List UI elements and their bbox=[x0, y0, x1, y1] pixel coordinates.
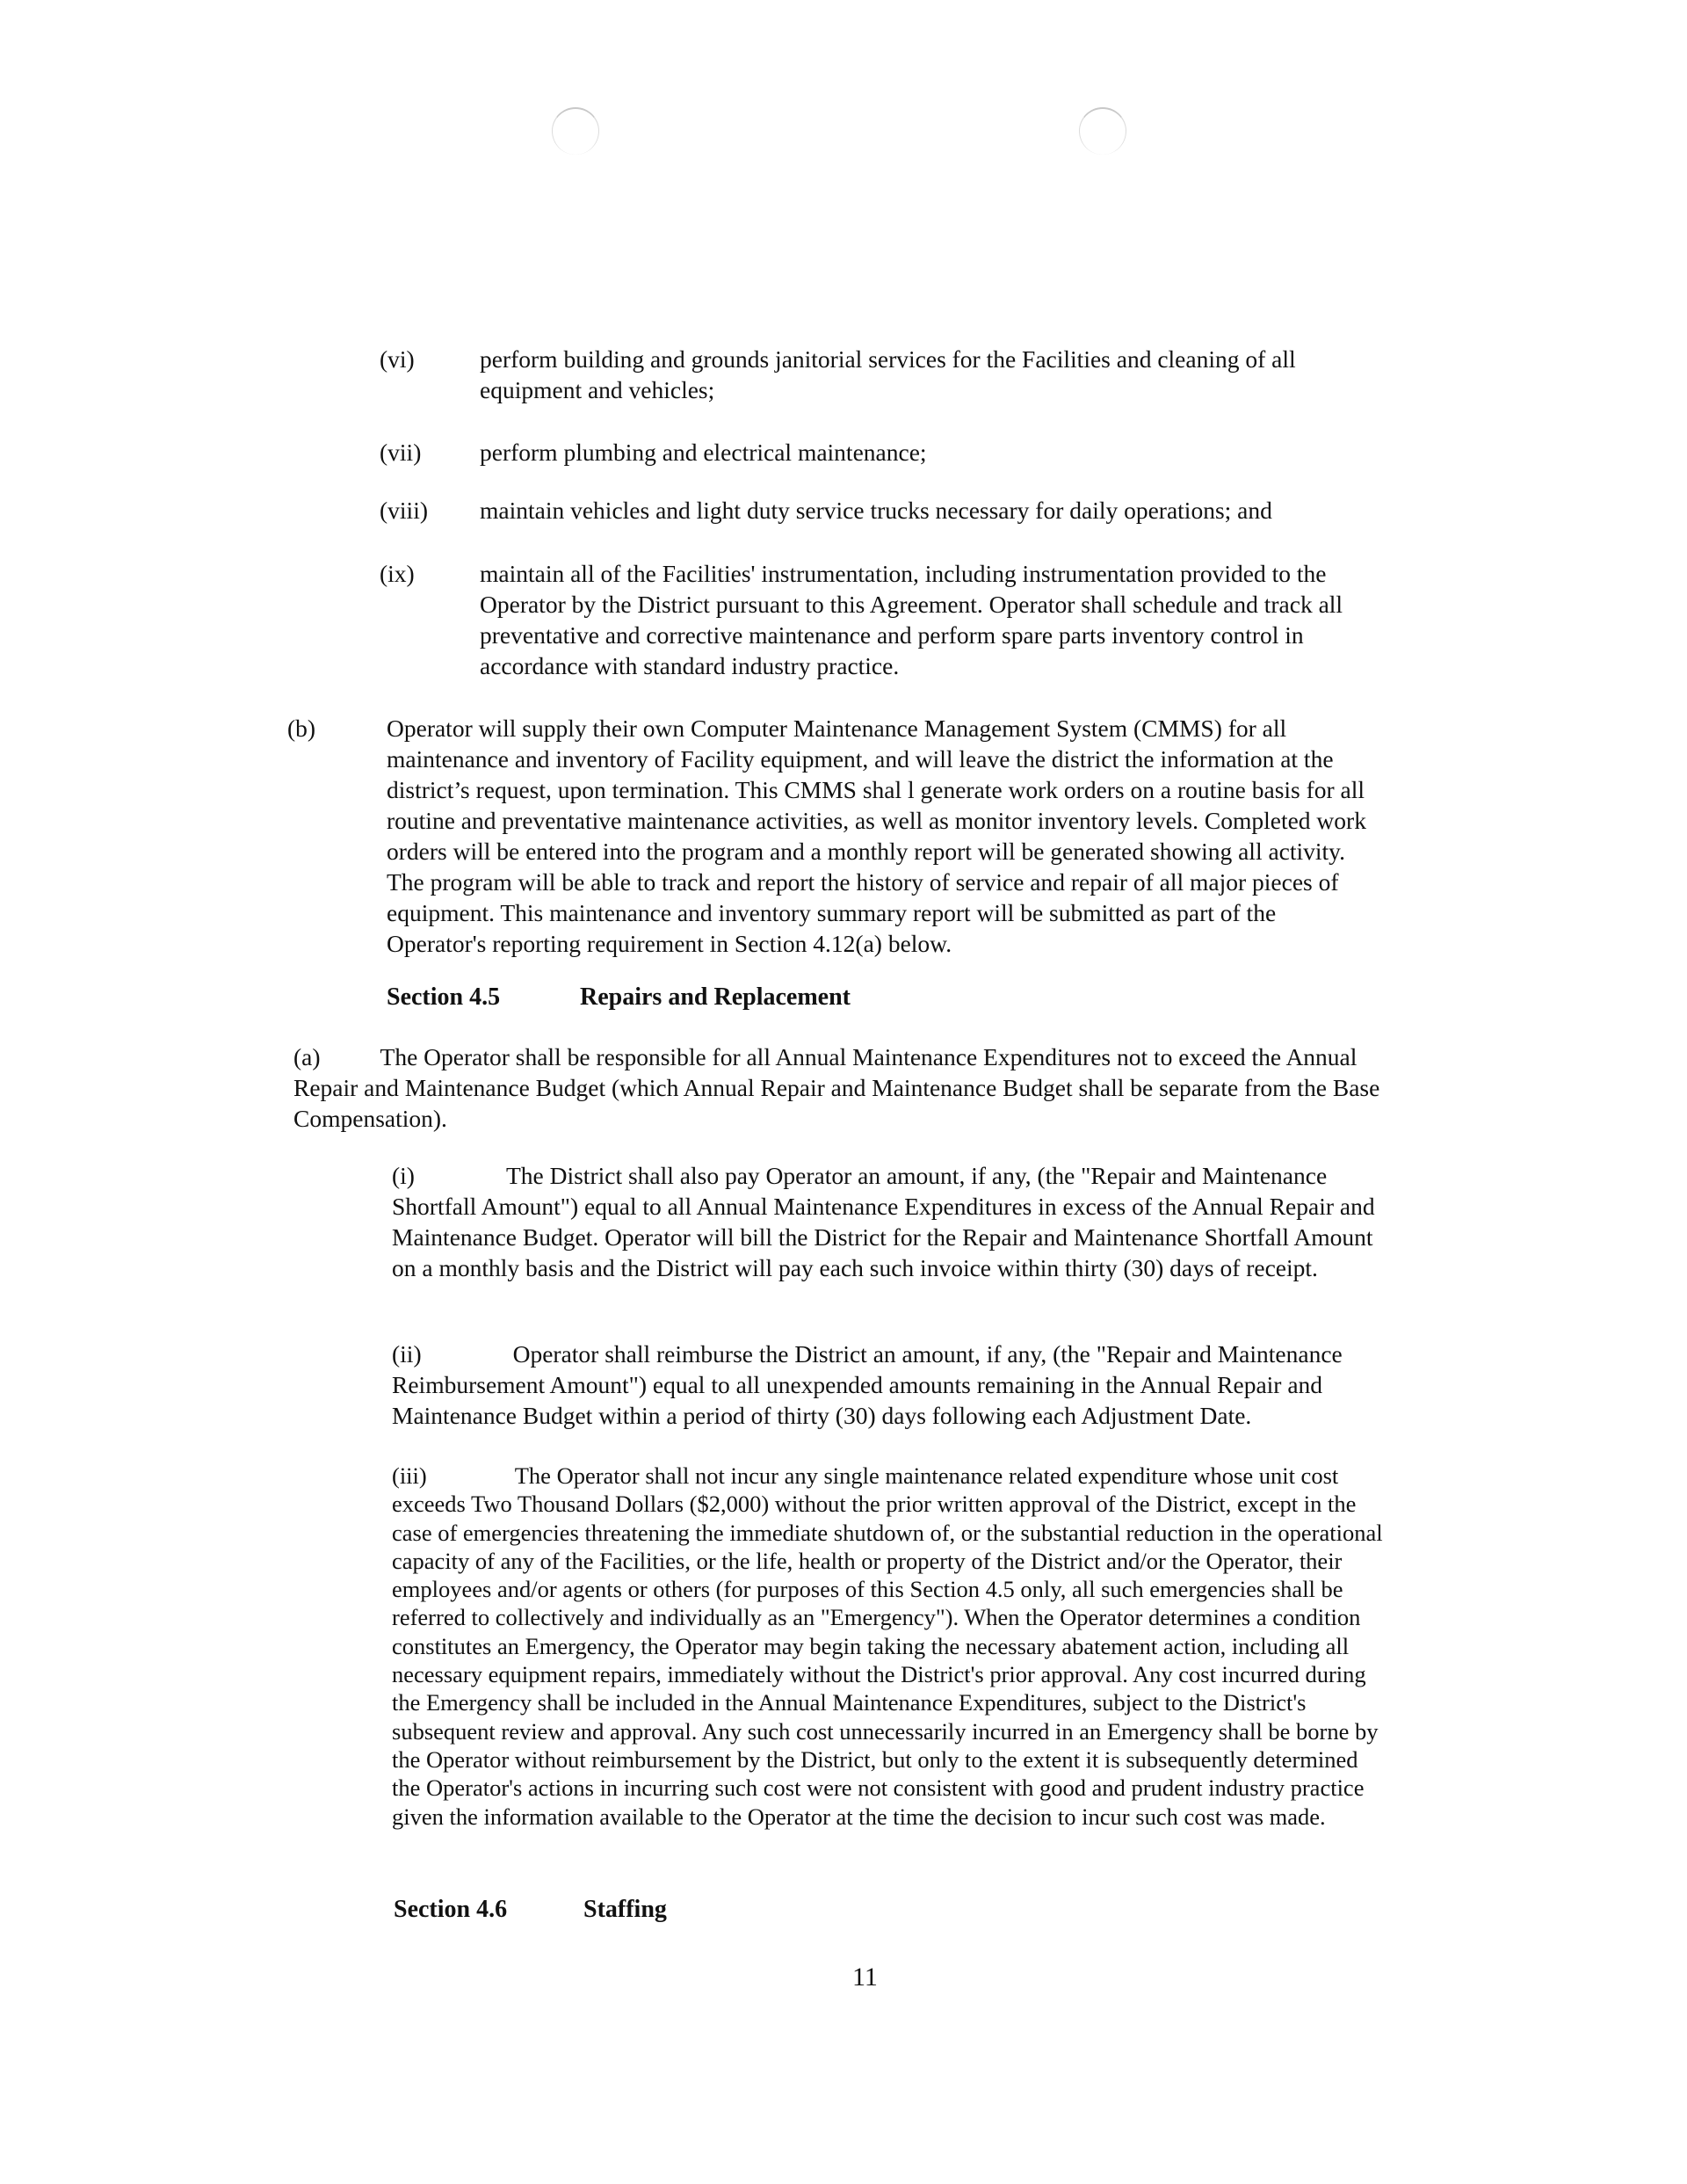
paragraph-a bbox=[293, 1041, 1383, 1134]
list-item-text: perform building and grounds janitorial services for the Facilities and cleaning of all equipment and vehicles; bbox=[480, 345, 1296, 403]
sub-item-marker: (ii) bbox=[392, 1340, 422, 1368]
section-title: Repairs and Replacement bbox=[580, 983, 851, 1011]
sub-item bbox=[392, 1462, 1385, 1831]
punch-hole-right bbox=[1079, 107, 1126, 155]
page-number: 11 bbox=[852, 1963, 878, 1992]
list-marker: (vii) bbox=[380, 439, 422, 466]
list-marker: (vi) bbox=[380, 345, 415, 373]
sub-item bbox=[392, 1339, 1385, 1431]
sub-item-text: The District shall also pay Operator an amount, if any, (the "Repair and Maintenance Shortfall Amount") equal to all Annual Maintenance Expenditures in excess of the Annual Repair and Maintenance Budget. Operator will bill the District for the Repair and Maintenance Shortfall Amount on a monthly basis and the District will pay each such invoice within thirty (30) days of receipt. bbox=[392, 1162, 1375, 1281]
section-number: Section 4.5 bbox=[387, 983, 501, 1011]
paragraph-marker: (b) bbox=[287, 715, 316, 742]
list-marker: (viii) bbox=[380, 497, 428, 524]
list-item-text: perform plumbing and electrical maintenance; bbox=[480, 439, 927, 466]
paragraph-a-text: The Operator shall be responsible for all Annual Maintenance Expenditures not to exceed the Annual Repair and Maintenance Budget (which Annual Repair and Maintenance Budget shall be separate from the Base Compensation). bbox=[293, 1043, 1380, 1132]
paragraph-marker: (a) bbox=[293, 1043, 321, 1070]
section-title: Staffing bbox=[583, 1896, 667, 1923]
list-item-text: maintain vehicles and light duty service trucks necessary for daily operations; and bbox=[480, 497, 1272, 524]
sub-item-text: The Operator shall not incur any single maintenance related expenditure whose unit cost exceeds Two Thousand Dollars ($2,000) without the prior written approval of the District, except in the case of emergencies threatening the immediate shutdown of, or the substantial reduction in the operational capacity of any of the Facilities, or the life, health or property of the District and/or the Operator, their employees and/or agents or others (for purposes of this Section 4.5 only, all such emergencies shall be referred to collectively and individually as an "Emergency"). When the Operator determines a condition constitutes an Emergency, the Operator may begin taking the necessary abatement action, including all necessary equipment repairs, immediately without the District's prior approval. Any cost incurred during the Emergency shall be included in the Annual Maintenance Expenditures, subject to the District's subsequent review and approval. Any such cost unnecessarily incurred in an Emergency shall be borne by the Operator without reimbursement by the District, but only to the extent it is subsequently determined the Operator's actions in incurring such cost were not consistent with good and prudent industry practice given the information available to the Operator at the time the decision to incur such cost was made. bbox=[392, 1462, 1383, 1830]
sub-item-marker: (i) bbox=[392, 1162, 415, 1189]
sub-item bbox=[392, 1160, 1385, 1283]
sub-item-marker: (iii) bbox=[392, 1462, 427, 1489]
list-marker: (ix) bbox=[380, 560, 415, 587]
punch-hole-left bbox=[552, 107, 599, 155]
paragraph-b-text: Operator will supply their own Computer Maintenance Management System (CMMS) for all maintenance and inventory of Facility equipment, and will leave the district the information at the district’s request, upon termination. This CMMS shal l generate work orders on a routine basis for all routine and preventative maintenance activities, as well as monitor inventory levels. Completed work orders will be entered into the program and a monthly report will be generated showing all activity. The program will be able to track and report the history of service and repair of all major pieces of equipment. This maintenance and inventory summary report will be submitted as part of the Operator's reporting requirement in Section 4.12(a) below. bbox=[387, 715, 1366, 957]
section-number: Section 4.6 bbox=[394, 1896, 508, 1923]
sub-item-text: Operator shall reimburse the District an amount, if any, (the "Repair and Maintenance Reimbursement Amount") equal to all unexpended amounts remaining in the Annual Repair and Maintenance Budget within a period of thirty (30) days following each Adjustment Date. bbox=[392, 1340, 1343, 1429]
list-item-text: maintain all of the Facilities' instrumentation, including instrumentation provided to the Operator by the District pursuant to this Agreement. Operator shall schedule and track all preventative and corrective maintenance and perform spare parts inventory control in accordance with standard industry practice. bbox=[480, 560, 1343, 679]
